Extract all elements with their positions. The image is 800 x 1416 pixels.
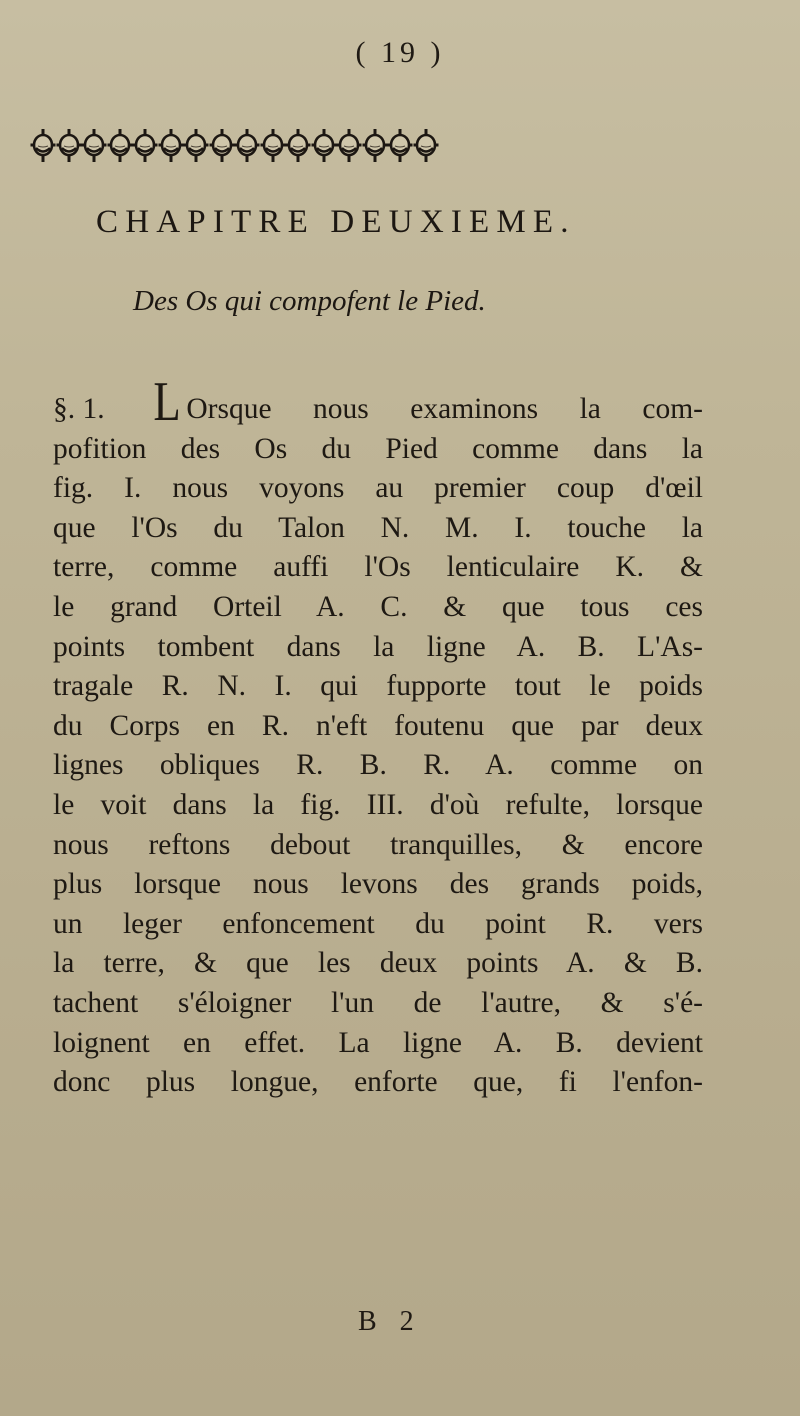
drop-cap: L — [153, 371, 181, 433]
text-line: donc plus longue, enforte que, fi l'enfon- — [53, 1066, 703, 1099]
fleuron-ornament-icon — [209, 128, 235, 162]
catchword-signature: B 2 — [358, 1306, 422, 1337]
fleuron-ornament-icon — [132, 128, 158, 162]
text-line: tachent s'éloigner l'un de l'autre, & s'é- — [53, 986, 703, 1019]
section-mark: §. 1. — [53, 393, 105, 425]
fleuron-ornament-icon — [183, 128, 209, 162]
text-line — [53, 371, 703, 433]
fleuron-ornament-icon — [285, 128, 311, 162]
fleuron-ornament-icon — [81, 128, 107, 162]
text-line: un leger enfoncement du point R. vers — [53, 907, 703, 940]
text-line: la terre, & que les deux points A. & B. — [53, 947, 703, 980]
text-line: du Corps en R. n'eft foutenu que par deux — [53, 709, 703, 742]
text-line-content: Orsque nous examinons la com- — [186, 393, 703, 425]
fleuron-ornament-icon — [30, 128, 56, 162]
fleuron-ornament-icon — [158, 128, 184, 162]
fleuron-ornament-icon — [336, 128, 362, 162]
text-line: points tombent dans la ligne A. B. L'As- — [53, 630, 703, 663]
chapter-title: CHAPITRE DEUXIEME. — [96, 204, 576, 240]
fleuron-ornament-icon — [311, 128, 337, 162]
text-line: fig. I. nous voyons au premier coup d'œil — [53, 472, 703, 505]
text-line: plus lorsque nous levons des grands poids, — [53, 868, 703, 901]
fleuron-ornament-icon — [234, 128, 260, 162]
text-line: pofition des Os du Pied comme dans la — [53, 432, 703, 465]
page-number: ( 19 ) — [355, 36, 445, 69]
fleuron-ornament-icon — [387, 128, 413, 162]
text-line: que l'Os du Talon N. M. I. touche la — [53, 511, 703, 544]
fleuron-ornament-icon — [56, 128, 82, 162]
text-line: tragale R. N. I. qui fupporte tout le poids — [53, 670, 703, 703]
text-line: le grand Orteil A. C. & que tous ces — [53, 590, 703, 623]
fleuron-ornament-icon — [362, 128, 388, 162]
text-line: le voit dans la fig. III. d'où refulte, lorsque — [53, 788, 703, 821]
text-line: nous reftons debout tranquilles, & encore — [53, 828, 703, 861]
fleuron-ornament-icon — [413, 128, 439, 162]
text-line: lignes obliques R. B. R. A. comme on — [53, 749, 703, 782]
ornament-border — [30, 128, 438, 176]
fleuron-ornament-icon — [260, 128, 286, 162]
text-line: loignent en effet. La ligne A. B. devient — [53, 1026, 703, 1059]
chapter-subtitle: Des Os qui compofent le Pied. — [133, 285, 486, 317]
fleuron-ornament-icon — [107, 128, 133, 162]
text-line: terre, comme auffi l'Os lenticulaire K. & — [53, 551, 703, 584]
body-paragraph — [53, 371, 703, 1103]
